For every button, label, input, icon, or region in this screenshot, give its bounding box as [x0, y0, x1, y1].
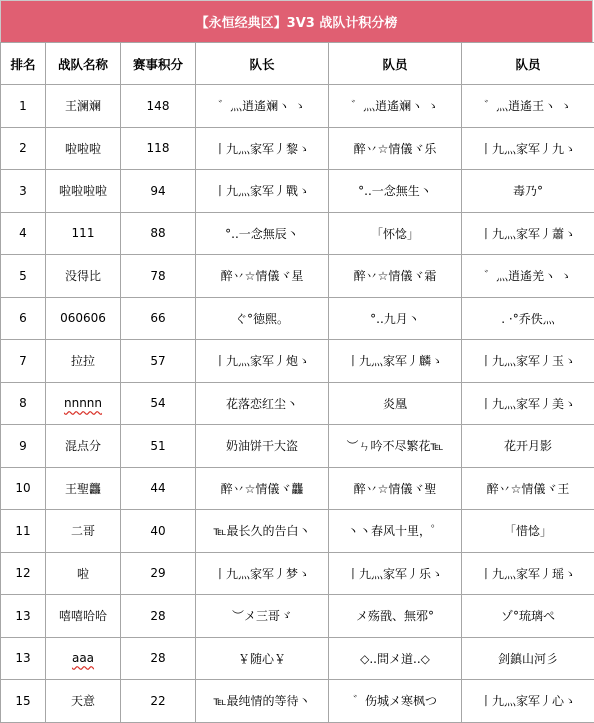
points-cell: 40 — [121, 510, 196, 553]
member-cell: ゛灬逍遙斓ヽ ゝ — [329, 85, 462, 128]
captain-cell: ぐ°徳熙。 — [196, 297, 329, 340]
leaderboard-title: 【永恒经典区】3V3 战队计积分榜 — [0, 0, 593, 43]
team-name-cell: 拉拉 — [46, 340, 121, 383]
rank-cell: 13 — [1, 595, 46, 638]
team-name-cell: 混点分 — [46, 425, 121, 468]
rank-cell: 5 — [1, 255, 46, 298]
points-cell: 51 — [121, 425, 196, 468]
member-cell: 「怀惗」 — [329, 212, 462, 255]
member-cell: 毒乃° — [462, 170, 594, 213]
points-cell: 88 — [121, 212, 196, 255]
rank-cell: 8 — [1, 382, 46, 425]
member-cell: 丨九灬家军丿九ゝ — [462, 127, 594, 170]
table-row — [1, 297, 594, 340]
member-cell: 丶丶春风十里，゜ — [329, 510, 462, 553]
member-cell: 丨九灬家军丿玉ゝ — [462, 340, 594, 383]
member-cell: 丨九灬家军丿蕭ゝ — [462, 212, 594, 255]
team-name-cell — [46, 382, 121, 425]
member-cell: 丨九灬家军丿瑶ゝ — [462, 552, 594, 595]
team-name-cell: 王聖龘 — [46, 467, 121, 510]
member-cell: 炎凰 — [329, 382, 462, 425]
team-name-cell: 没得比 — [46, 255, 121, 298]
points-cell: 29 — [121, 552, 196, 595]
member-cell: ◇..問メ道..◇ — [329, 637, 462, 680]
table-row — [1, 425, 594, 468]
table-row — [1, 637, 594, 680]
points-cell: 44 — [121, 467, 196, 510]
captain-cell: 醉丷☆情儀ヾ龘 — [196, 467, 329, 510]
rank-cell: 6 — [1, 297, 46, 340]
table-row — [1, 510, 594, 553]
rank-cell: 12 — [1, 552, 46, 595]
table-row — [1, 255, 594, 298]
member-cell: 醉丷☆情儀ヾ霜 — [329, 255, 462, 298]
member-cell: 丨九灬家军丿美ゝ — [462, 382, 594, 425]
header-row — [1, 43, 594, 85]
member-cell: 丨九灬家军丿心ゝ — [462, 680, 594, 723]
member-cell: ︶ㄣ吟不尽繁花℡ — [329, 425, 462, 468]
member-cell: 丨九灬家军丿麟ゝ — [329, 340, 462, 383]
member-cell: ゛灬逍遙羌ヽ ゝ — [462, 255, 594, 298]
captain-cell: ゛灬逍遙斓ヽ ゝ — [196, 85, 329, 128]
captain-cell: 奶油饼干大盗 — [196, 425, 329, 468]
rank-cell: 13 — [1, 637, 46, 680]
points-cell: 54 — [121, 382, 196, 425]
team-name-cell: 111 — [46, 212, 121, 255]
captain-cell: ℡最纯情的等待丶 — [196, 680, 329, 723]
captain-cell: 丨九灬家军丿戰ゝ — [196, 170, 329, 213]
team-name-cell: 啦 — [46, 552, 121, 595]
rank-cell: 9 — [1, 425, 46, 468]
captain-cell: 醉丷☆情儀ヾ星 — [196, 255, 329, 298]
header-member: 队员 — [462, 43, 594, 85]
table-row — [1, 595, 594, 638]
member-cell: 剑鎮山河彡 — [462, 637, 594, 680]
captain-cell: 丨九灬家军丿炮ゝ — [196, 340, 329, 383]
team-name-cell — [46, 637, 121, 680]
table-row — [1, 127, 594, 170]
rank-cell: 2 — [1, 127, 46, 170]
points-cell: 57 — [121, 340, 196, 383]
captain-cell: ︶メ三哥ゞ — [196, 595, 329, 638]
points-cell: 22 — [121, 680, 196, 723]
table-body — [1, 85, 594, 723]
points-cell: 78 — [121, 255, 196, 298]
table-row — [1, 170, 594, 213]
table-row — [1, 340, 594, 383]
team-name-cell: 二哥 — [46, 510, 121, 553]
captain-cell: °..一念無辰丶 — [196, 212, 329, 255]
member-cell: 「惜惗」 — [462, 510, 594, 553]
rank-cell: 10 — [1, 467, 46, 510]
rank-cell: 15 — [1, 680, 46, 723]
member-cell: 醉丷☆情儀ヾ王 — [462, 467, 594, 510]
points-cell: 148 — [121, 85, 196, 128]
table-row — [1, 680, 594, 723]
rank-cell: 11 — [1, 510, 46, 553]
points-cell: 118 — [121, 127, 196, 170]
table-row — [1, 212, 594, 255]
team-name-cell: 啦啦啦 — [46, 127, 121, 170]
captain-cell: ℡最长久的告白丶 — [196, 510, 329, 553]
rank-cell: 3 — [1, 170, 46, 213]
member-cell: 丨九灬家军丿乐ゝ — [329, 552, 462, 595]
header-captain: 队长 — [196, 43, 329, 85]
rank-cell: 1 — [1, 85, 46, 128]
header-points: 赛事积分 — [121, 43, 196, 85]
member-cell: 花开月影 — [462, 425, 594, 468]
header-team-name: 战队名称 — [46, 43, 121, 85]
header-member: 队员 — [329, 43, 462, 85]
member-cell: 醉丷☆情儀ヾ聖 — [329, 467, 462, 510]
spellcheck-flagged-text: nnnnn — [64, 396, 102, 410]
team-name-cell: 天意 — [46, 680, 121, 723]
captain-cell: 花落恋红尘丶 — [196, 382, 329, 425]
table-row — [1, 382, 594, 425]
member-cell: °..九月丶 — [329, 297, 462, 340]
leaderboard-table — [0, 42, 594, 723]
table-row — [1, 467, 594, 510]
member-cell: ゛灬逍遙王ヽ ゝ — [462, 85, 594, 128]
points-cell: 28 — [121, 637, 196, 680]
captain-cell: ￥随心￥ — [196, 637, 329, 680]
table-row — [1, 552, 594, 595]
member-cell: ゾ°琉璃ぺ — [462, 595, 594, 638]
team-name-cell: 060606 — [46, 297, 121, 340]
table-row — [1, 85, 594, 128]
team-name-cell: 王澜斓 — [46, 85, 121, 128]
spellcheck-flagged-text: aaa — [72, 651, 94, 665]
team-name-cell: 啦啦啦啦 — [46, 170, 121, 213]
header-rank: 排名 — [1, 43, 46, 85]
captain-cell: 丨九灬家军丿黎ゝ — [196, 127, 329, 170]
points-cell: 66 — [121, 297, 196, 340]
captain-cell: 丨九灬家军丿梦ゝ — [196, 552, 329, 595]
member-cell: ゛伤城メ寒枫つ — [329, 680, 462, 723]
member-cell: . ·°乔佚灬 — [462, 297, 594, 340]
member-cell: メ殇戩、無邪° — [329, 595, 462, 638]
team-name-cell: 嘻嘻哈哈 — [46, 595, 121, 638]
points-cell: 94 — [121, 170, 196, 213]
member-cell: 醉丷☆情儀ヾ乐 — [329, 127, 462, 170]
member-cell: °..一念無生丶 — [329, 170, 462, 213]
points-cell: 28 — [121, 595, 196, 638]
rank-cell: 7 — [1, 340, 46, 383]
rank-cell: 4 — [1, 212, 46, 255]
